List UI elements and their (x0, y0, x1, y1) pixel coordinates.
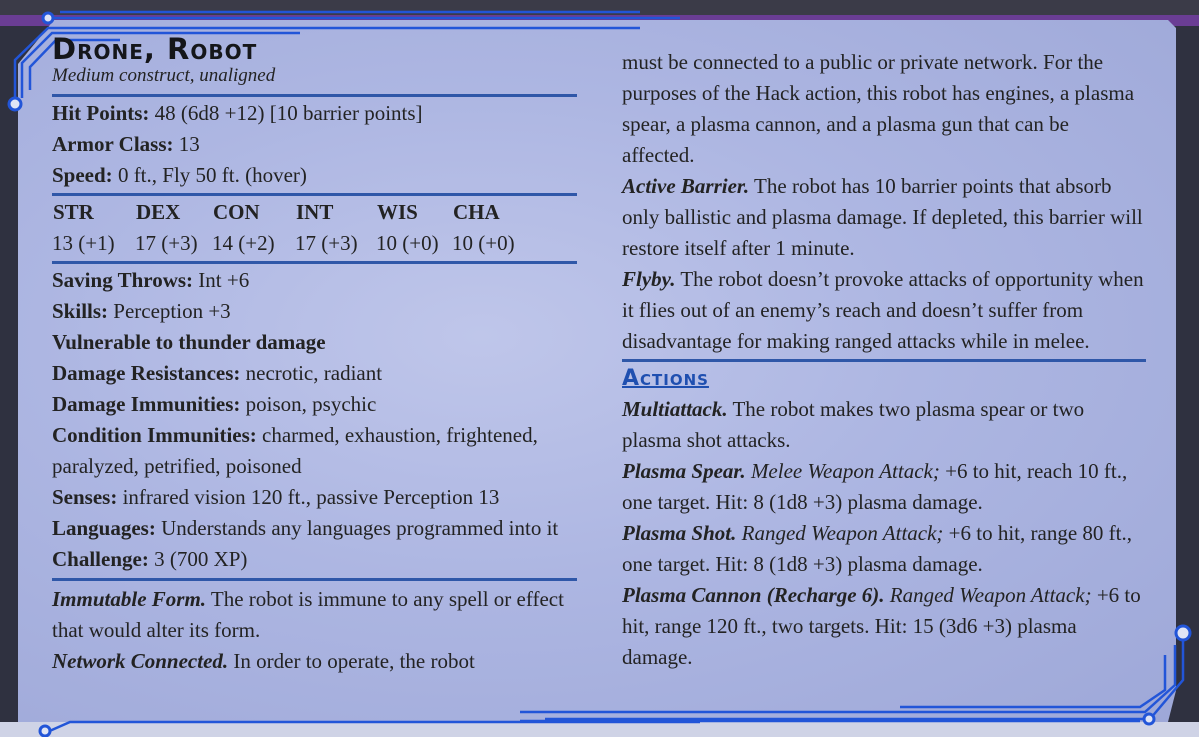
action-name: Plasma Shot. (622, 521, 737, 545)
senses-value: infrared vision 120 ft., passive Perception 13 (122, 485, 500, 509)
ability-name: INT (296, 200, 334, 224)
damage-resistances-value: necrotic, radiant (245, 361, 383, 385)
challenge-label: Challenge: (52, 547, 149, 571)
monster-type: Medium construct, unaligned (52, 65, 276, 86)
trait-text: The robot is immune to any spell or effect that would alter its form. (52, 587, 564, 642)
senses-label: Senses: (52, 485, 118, 509)
ability-value: 17 (+3) (295, 231, 358, 255)
action-name: Multiattack. (622, 397, 728, 421)
saving-throws (52, 265, 577, 296)
ability-name: WIS (377, 200, 418, 224)
armor-class-label: Armor Class: (52, 132, 174, 156)
node-circle-icon (40, 726, 50, 736)
challenge (52, 544, 577, 575)
vulnerability (52, 327, 577, 358)
trait-network-connected (52, 646, 577, 677)
skills-label: Skills: (52, 299, 109, 323)
languages (52, 513, 577, 544)
ability-scores (52, 197, 577, 259)
challenge-value: 3 (700 XP) (154, 547, 248, 571)
skills-value: Perception +3 (113, 299, 231, 323)
saving-throws-label: Saving Throws: (52, 268, 194, 292)
armor-class-value: 13 (178, 132, 200, 156)
hit-points (52, 98, 577, 129)
skills (52, 296, 577, 327)
armor-class (52, 129, 577, 160)
actions-heading: Actions (622, 366, 709, 391)
trait-name: Active Barrier. (622, 174, 750, 198)
condition-immunities-label: Condition Immunities: (52, 423, 257, 447)
action-text: +6 to hit, reach 10 ft., one target. Hit: 8 (1d8 +3) plasma damage. (622, 459, 1128, 514)
trait-active-barrier (622, 171, 1146, 264)
ability-name: CON (213, 200, 260, 224)
trait-text: The robot doesn’t provoke attacks of opportunity when it flies out of an enemy’s reach and doesn’t suffer from disadvantage for making ranged attacks while in melee. (622, 267, 1144, 353)
damage-immunities-value: poison, psychic (245, 392, 377, 416)
trait-flyby (622, 264, 1146, 357)
trait-text: The robot has 10 barrier points that absorb only ballistic and plasma damage. If depleted, this barrier will restore itself after 1 minute. (622, 174, 1143, 260)
ability-name: STR (53, 200, 94, 224)
divider (52, 94, 577, 97)
damage-immunities-label: Damage Immunities: (52, 392, 241, 416)
trait-name: Network Connected. (52, 649, 229, 673)
speed (52, 160, 577, 191)
node-circle-icon (43, 13, 53, 23)
action-plasma-spear (622, 456, 1146, 518)
monster-name: Drone, Robot (52, 32, 258, 66)
action-text: +6 to hit, range 120 ft., two targets. Hit: 15 (3d6 +3) plasma damage. (622, 583, 1141, 669)
saving-throws-value: Int +6 (198, 268, 250, 292)
action-plasma-cannon (622, 580, 1146, 673)
divider (52, 261, 577, 264)
trait-network-continued: must be connected to a public or private network. For the purposes of the Hack action, this robot has engines, a plasma spear, a plasma cannon, and a plasma gun that can be affected. (622, 50, 1135, 167)
condition-immunities (52, 420, 577, 482)
node-circle-icon (9, 98, 21, 110)
hit-points-value: 48 (6d8 +12) [10 barrier points] (154, 101, 423, 125)
ability-value: 10 (+0) (452, 231, 515, 255)
left-column (52, 34, 577, 677)
ability-value: 14 (+2) (212, 231, 275, 255)
condition-immunities-value: charmed, exhaustion, frightened, paralyzed, petrified, poisoned (52, 423, 538, 478)
damage-immunities (52, 389, 577, 420)
action-name: Plasma Cannon (Recharge 6). (622, 583, 885, 607)
damage-resistances-label: Damage Resistances: (52, 361, 241, 385)
ability-value: 10 (+0) (376, 231, 439, 255)
trait-immutable-form (52, 584, 577, 646)
senses (52, 482, 577, 513)
ability-name: CHA (453, 200, 500, 224)
damage-resistances (52, 358, 577, 389)
action-name: Plasma Spear. (622, 459, 746, 483)
trait-text: In order to operate, the robot (233, 649, 475, 673)
attack-type: Melee Weapon Attack; (750, 459, 940, 483)
languages-label: Languages: (52, 516, 156, 540)
vulnerability-text: Vulnerable to thunder damage (52, 330, 326, 354)
trait-name: Immutable Form. (52, 587, 207, 611)
divider (52, 193, 577, 196)
ability-name: DEX (136, 200, 181, 224)
speed-label: Speed: (52, 163, 113, 187)
hit-points-label: Hit Points: (52, 101, 150, 125)
node-circle-icon (1144, 714, 1154, 724)
attack-type: Ranged Weapon Attack; (741, 521, 944, 545)
speed-value: 0 ft., Fly 50 ft. (hover) (117, 163, 307, 187)
right-column (622, 47, 1146, 673)
node-circle-icon (1176, 626, 1190, 640)
divider (52, 578, 577, 581)
attack-type: Ranged Weapon Attack; (889, 583, 1092, 607)
action-text: +6 to hit, range 80 ft., one target. Hit: 8 (1d8 +3) plasma damage. (622, 521, 1132, 576)
trait-name: Flyby. (622, 267, 676, 291)
languages-value: Understands any languages programmed into it (161, 516, 559, 540)
ability-value: 17 (+3) (135, 231, 198, 255)
ability-value: 13 (+1) (52, 231, 115, 255)
action-text: The robot makes two plasma spear or two plasma shot attacks. (622, 397, 1085, 452)
divider (622, 359, 1146, 362)
action-multiattack (622, 394, 1146, 456)
action-plasma-shot (622, 518, 1146, 580)
